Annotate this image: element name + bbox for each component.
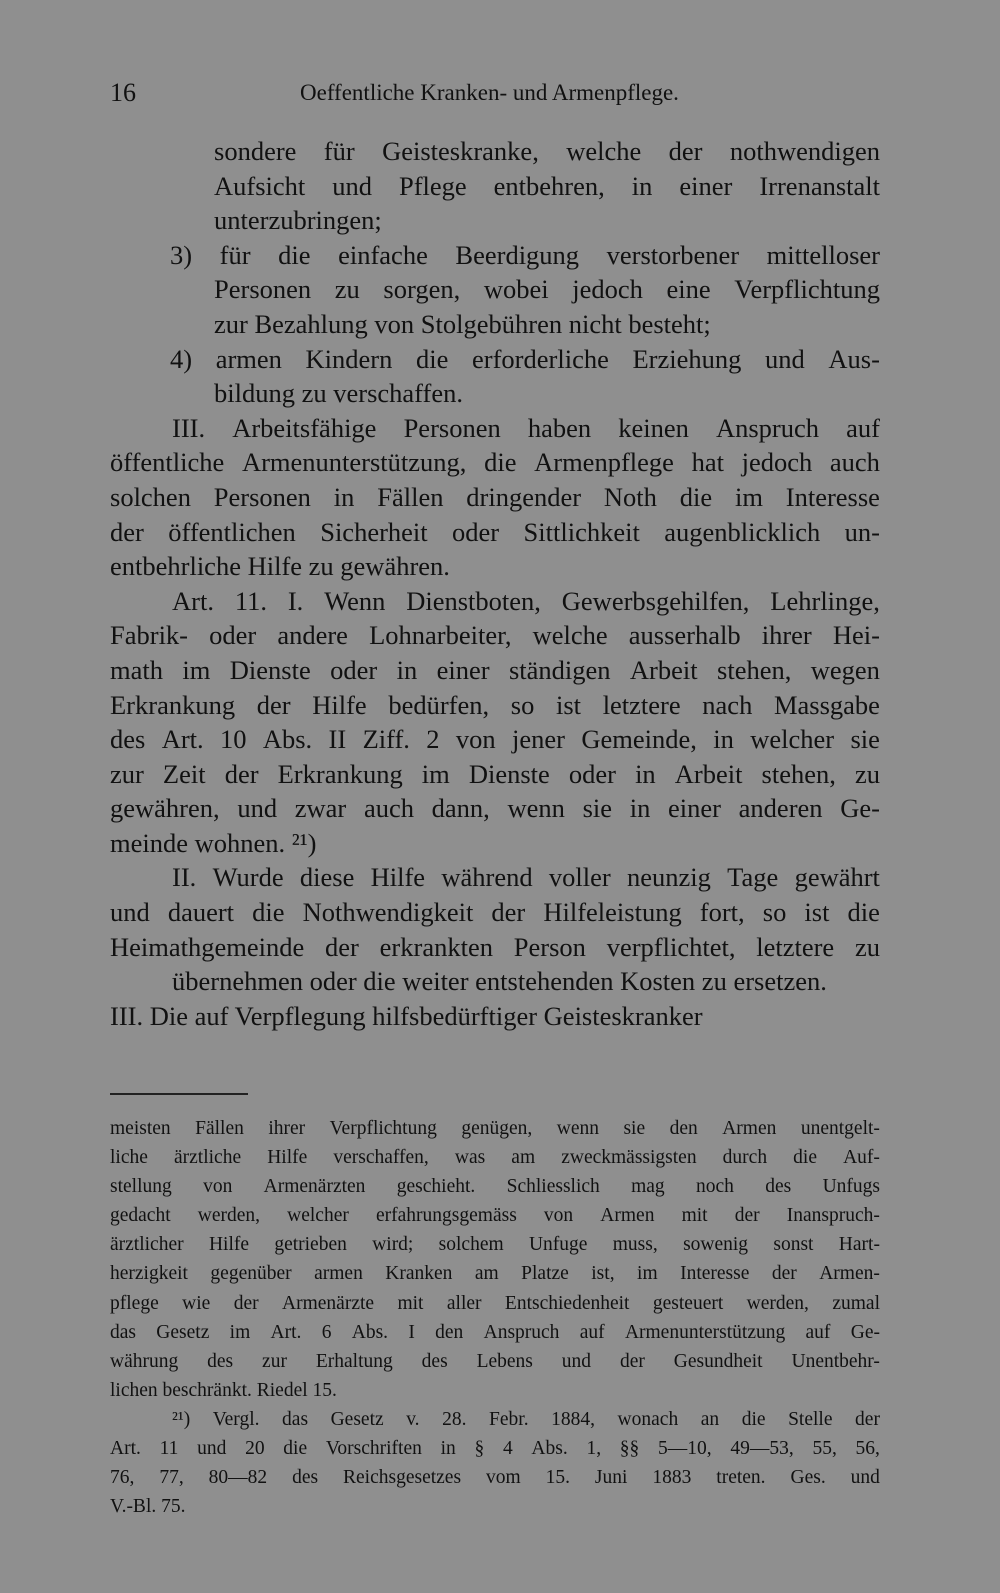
running-title: Oeffentliche Kranken- und Armenpflege. [300, 80, 679, 105]
text-line: zur Bezahlung von Stolgebühren nicht besteht; [214, 308, 711, 339]
text-line: Heimathgemeinde der erkrankten Person verpflichtet, letztere zu [110, 931, 880, 962]
text-line: entbehrliche Hilfe zu gewähren. [110, 551, 450, 582]
footnote-line: das Gesetz im Art. 6 Abs. I den Anspruch auf Armenunterstützung auf Ge- [110, 1321, 880, 1343]
text-line: des Art. 10 Abs. II Ziff. 2 von jener Gemeinde, in welcher sie [110, 724, 880, 755]
text-line: Erkrankung der Hilfe bedürfen, so ist letztere nach Massgabe [110, 689, 880, 720]
footnote-line: V.-Bl. 75. [110, 1496, 186, 1518]
footnote-line: meisten Fällen ihrer Verpflichtung genügen, wenn sie den Armen unentgelt- [110, 1118, 880, 1139]
text-line: III. Arbeitsfähige Personen haben keinen Anspruch auf [172, 412, 880, 443]
page-number: 16 [110, 78, 136, 107]
footnote-line: stellung von Armenärzten geschieht. Schliesslich mag noch des Unfugs [110, 1176, 880, 1198]
text-line: II. Wurde diese Hilfe während voller neunzig Tage gewährt [172, 862, 880, 893]
text-line: Personen zu sorgen, wobei jedoch eine Verpflichtung [214, 274, 880, 305]
text-line: unterzubringen; [214, 205, 382, 236]
footnote-line: ärztlicher Hilfe getrieben wird; solchem Unfuge muss, sowenig sonst Hart- [110, 1234, 880, 1256]
text-line: bildung zu verschaffen. [214, 378, 463, 409]
text-line: meinde wohnen. ²¹) [110, 827, 317, 858]
footnotes [110, 1114, 880, 1521]
text-line: sondere für Geisteskranke, welche der nothwendigen [214, 136, 880, 166]
text-line: zur Zeit der Erkrankung im Dienste oder in Arbeit stehen, zu [110, 758, 880, 789]
footnote-line: herzigkeit gegenüber armen Kranken am Platze ist, im Interesse der Armen- [110, 1263, 880, 1285]
text-line: III. Die auf Verpflegung hilfsbedürftiger Geisteskranker [110, 1000, 703, 1031]
text-line: math im Dienste oder in einer ständigen Arbeit stehen, wegen [110, 654, 880, 685]
text-line: Fabrik- oder andere Lohnarbeiter, welche ausserhalb ihrer Hei- [110, 620, 880, 651]
text-line: der öffentlichen Sicherheit oder Sittlichkeit augenblicklich un- [110, 516, 880, 547]
text-line: Aufsicht und Pflege entbehren, in einer Irrenanstalt [214, 170, 880, 201]
footnote-line: liche ärztliche Hilfe verschaffen, was am zweckmässigsten durch die Auf- [110, 1147, 880, 1169]
footnote-rule [110, 1093, 248, 1095]
text-line: 4) armen Kindern die erforderliche Erziehung und Aus- [170, 343, 880, 374]
footnote-line: pflege wie der Armenärzte mit aller Entschiedenheit gesteuert werden, zumal [110, 1292, 880, 1314]
footnote-line: gedacht werden, welcher erfahrungsgemäss von Armen mit der Inanspruch- [110, 1205, 880, 1227]
footnote-line: lichen beschränkt. Riedel 15. [110, 1379, 337, 1401]
text-line: übernehmen oder die weiter entstehenden Kosten zu ersetzen. [172, 966, 827, 997]
text-line: 3) für die einfache Beerdigung verstorbener mittelloser [170, 239, 880, 270]
text-line: gewähren, und zwar auch dann, wenn sie in einer anderen Ge- [110, 793, 880, 824]
footnote-line: ²¹) Vergl. das Gesetz v. 28. Febr. 1884, wonach an die Stelle der [172, 1408, 880, 1430]
text-line: Art. 11. I. Wenn Dienstboten, Gewerbsgehilfen, Lehrlinge, [172, 585, 880, 616]
footnote-line: Art. 11 und 20 die Vorschriften in § 4 Abs. 1, §§ 5—10, 49—53, 55, 56, [110, 1438, 880, 1460]
text-line: und dauert die Nothwendigkeit der Hilfeleistung fort, so ist die [110, 897, 880, 928]
main-text [110, 134, 880, 1033]
text-line: öffentliche Armenunterstützung, die Armenpflege hat jedoch auch [110, 447, 880, 478]
footnote-line: 76, 77, 80—82 des Reichsgesetzes vom 15. Juni 1883 treten. Ges. und [110, 1467, 880, 1489]
text-line: solchen Personen in Fällen dringender Noth die im Interesse [110, 481, 880, 512]
footnote-line: währung des zur Erhaltung des Lebens und der Gesundheit Unentbehr- [110, 1350, 880, 1372]
page-header [110, 78, 880, 112]
